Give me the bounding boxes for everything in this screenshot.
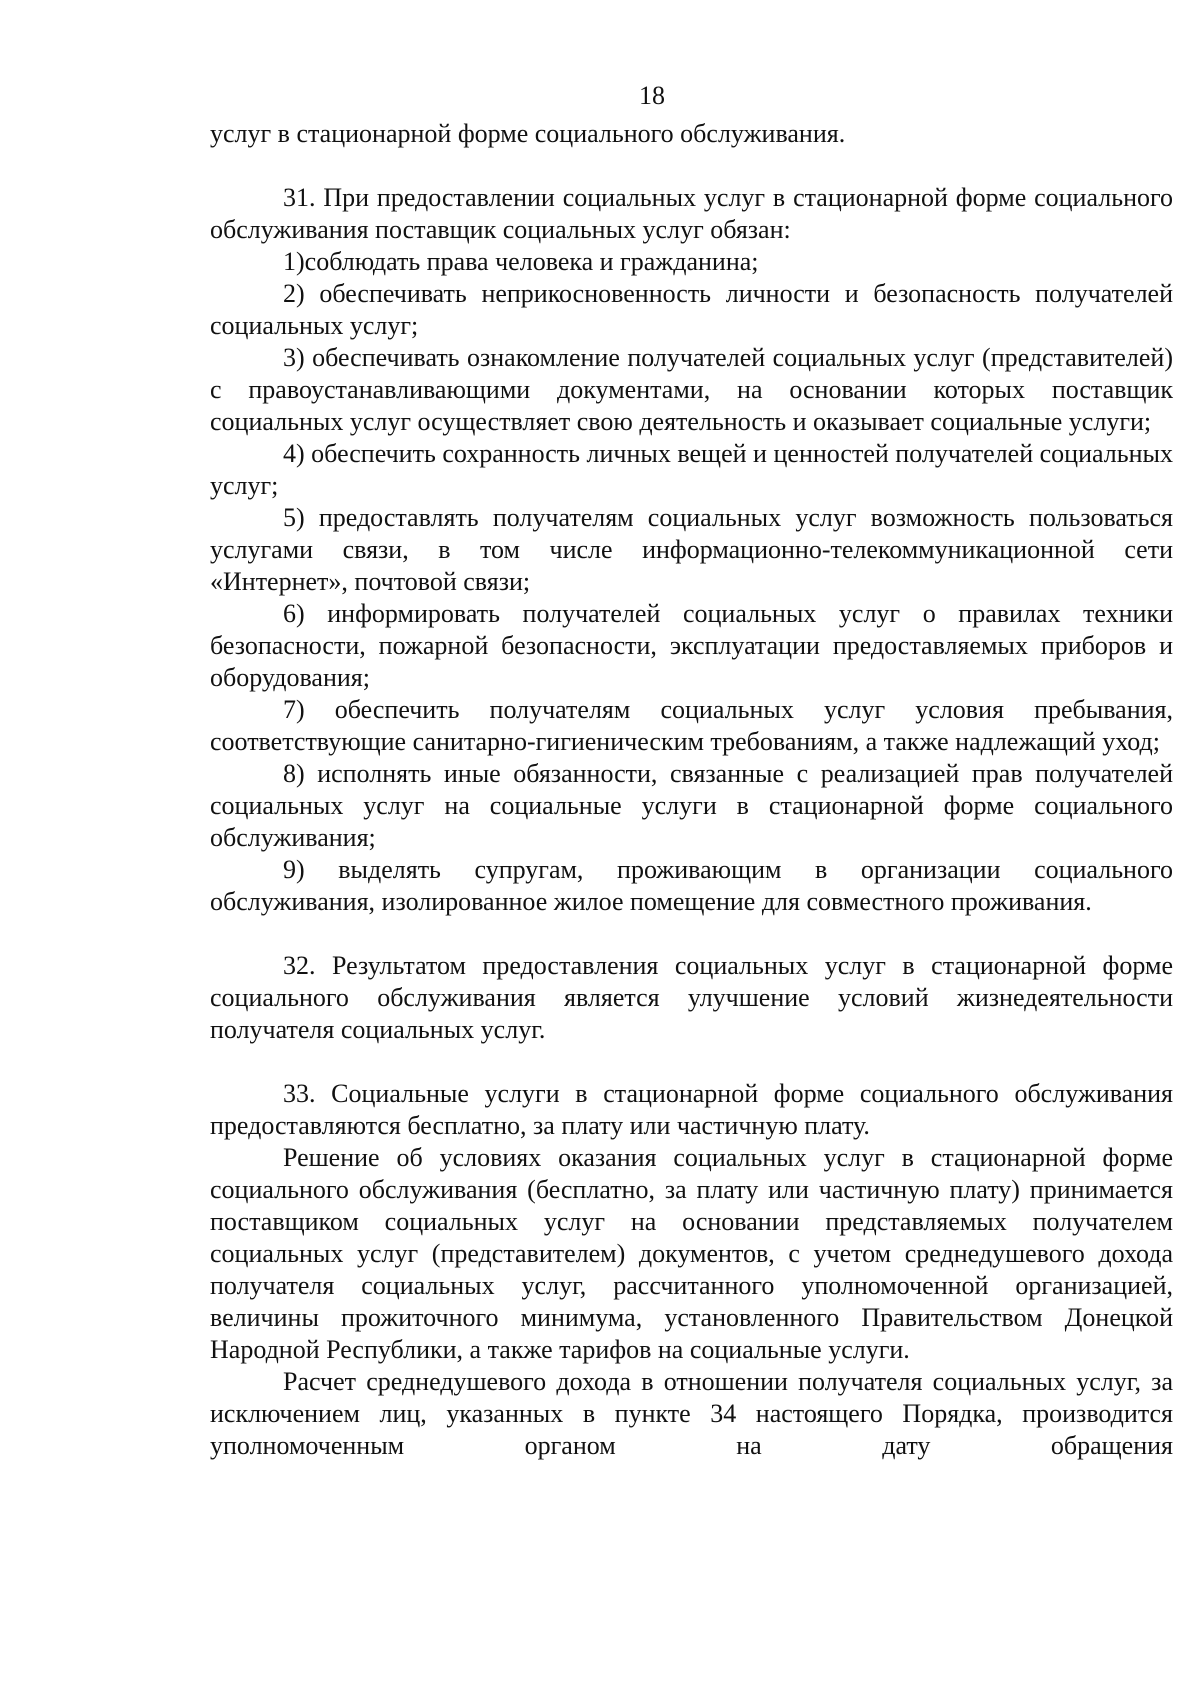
paragraph-33: 33. Социальные услуги в стационарной форме социального обслуживания предоставляются бесплатно, за плату или частичную плату. (210, 1079, 1173, 1140)
paragraph-31: 31. При предоставлении социальных услуг в стационарной форме социального обслуживания поставщик социальных услуг обязан: (210, 183, 1173, 244)
page-number: 18 (639, 81, 665, 110)
paragraph-33-decision: Решение об условиях оказания социальных услуг в стационарной форме социального обслуживания (бесплатно, за плату или частичную плату) принимается поставщиком социальных услуг на основании представляемых получателем социальных услуг (представителем) документов, с учетом среднедушевого дохода получателя социальных услуг, рассчитанного уполномоченной организацией, величины прожиточного минимума, установленного Правительством Донецкой Народной Республики, а также тарифов на социальные услуги. (210, 1143, 1173, 1364)
list-item-6: 6) информировать получателей социальных услуг о правилах техники безопасности, пожарной безопасности, эксплуатации предоставляемых приборов и оборудования; (210, 599, 1173, 692)
list-item-5: 5) предоставлять получателям социальных услуг возможность пользоваться услугами связи, в том числе информационно-телекоммуникационной сети «Интернет», почтовой связи; (210, 503, 1173, 596)
list-item-3: 3) обеспечивать ознакомление получателей социальных услуг (представителей) с правоустанавливающими документами, на основании которых поставщик социальных услуг осуществляет свою деятельность и оказывает социальные услуги; (210, 343, 1173, 436)
document-body (210, 118, 1173, 1462)
paragraph-32: 32. Результатом предоставления социальных услуг в стационарной форме социального обслуживания является улучшение условий жизнедеятельности получателя социальных услуг. (210, 951, 1173, 1044)
paragraph-33-calculation: Расчет среднедушевого дохода в отношении получателя социальных услуг, за исключением лиц, указанных в пункте 34 настоящего Порядка, производится уполномоченным органом на дату обращения (210, 1367, 1173, 1460)
list-item-9: 9) выделять супругам, проживающим в организации социального обслуживания, изолированное жилое помещение для совместного проживания. (210, 855, 1173, 916)
list-item-1: 1)соблюдать права человека и гражданина; (283, 247, 759, 276)
list-item-2: 2) обеспечивать неприкосновенность личности и безопасность получателей социальных услуг; (210, 279, 1173, 340)
paragraph-continuation: услуг в стационарной форме социального обслуживания. (210, 119, 846, 148)
list-item-7: 7) обеспечить получателям социальных услуг условия пребывания, соответствующие санитарно-гигиеническим требованиям, а также надлежащий уход; (210, 695, 1173, 756)
list-item-8: 8) исполнять иные обязанности, связанные с реализацией прав получателей социальных услуг на социальные услуги в стационарной форме социального обслуживания; (210, 759, 1173, 852)
list-item-4: 4) обеспечить сохранность личных вещей и ценностей получателей социальных услуг; (210, 439, 1173, 500)
